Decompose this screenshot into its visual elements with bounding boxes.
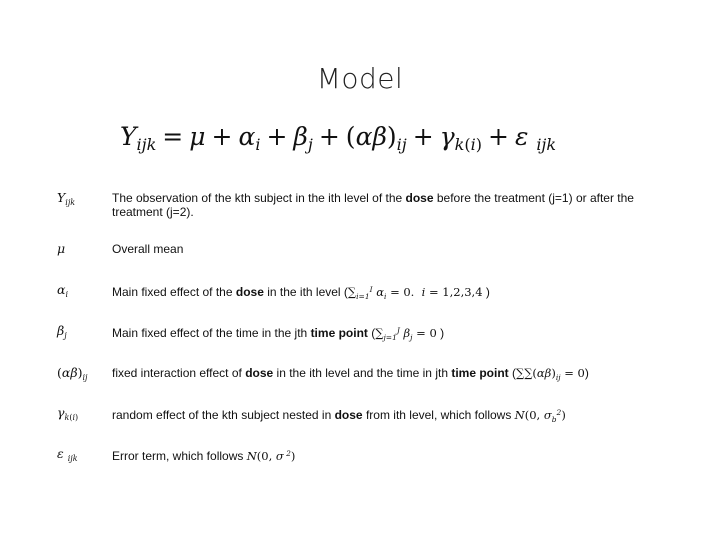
symbol-epsilon: ε $_{ijk}$ xyxy=(57,446,78,463)
definition-alpha xyxy=(112,283,672,304)
beta-constraint-formula: $\sum_{j=1}^J$ $\beta_j = 0$ xyxy=(375,326,437,342)
definition-beta-text-mid: ( xyxy=(367,326,376,340)
definition-alpha-text-end: ) xyxy=(482,285,490,299)
definition-y xyxy=(112,191,672,219)
definition-beta-text: Main fixed effect of the time in the jth xyxy=(112,326,311,340)
symbol-y: $Y_{ijk}$ xyxy=(57,190,76,207)
gamma-distribution-formula: N(0, $\sigma_b^2$) xyxy=(514,408,566,424)
alpha-constraint-formula: $\sum_{i=1}^I$ $\alpha_i = 0$. i = 1,2,3,4 xyxy=(347,285,483,301)
definition-ab-bold-1: dose xyxy=(245,366,274,380)
model-equation: $Y_{ijk} = \mu + \alpha_i + \beta_j + (\alpha\beta)_{ij} + \gamma_{k(i)} + \varepsilon$ $_{ijk}$ xyxy=(120,122,557,154)
definition-alpha-text-mid: in the ith level ( xyxy=(263,285,348,299)
definition-y-text: The observation of the kth subject in the ith level of the xyxy=(112,191,406,205)
definition-beta-bold: time point xyxy=(310,326,368,340)
symbol-gamma: $\gamma_{k(i)}$ xyxy=(57,405,79,422)
definition-gamma-text-mid: from ith level, which follows xyxy=(362,408,515,422)
definition-gamma xyxy=(112,406,672,427)
definition-mu: Overall mean xyxy=(112,242,184,256)
definition-ab-text-mid-2: ( xyxy=(508,366,516,380)
definition-gamma-text: random effect of the kth subject nested in xyxy=(112,408,335,422)
ab-constraint-formula: $\sum\sum(\alpha\beta)_{ij} = 0$ xyxy=(516,366,585,382)
definition-ab-bold-2: time point xyxy=(451,366,509,380)
definition-ab-text: fixed interaction effect of xyxy=(112,366,246,380)
definition-beta xyxy=(112,324,672,345)
definition-ab-text-mid: in the ith level and the time in jth xyxy=(273,366,452,380)
symbol-alphabeta: $(\alpha\beta)_{ij}$ xyxy=(57,365,88,382)
definition-y-bold: dose xyxy=(405,191,434,205)
symbol-mu: μ xyxy=(57,241,66,256)
definition-epsilon xyxy=(112,447,672,463)
definition-ab-text-end: ) xyxy=(584,366,589,380)
symbol-alpha: $\alpha_i$ xyxy=(57,282,69,299)
symbol-beta: $\beta_j$ xyxy=(57,323,67,340)
definition-beta-text-end: ) xyxy=(436,326,445,340)
slide-title: Model xyxy=(316,62,404,95)
epsilon-distribution-formula: N(0, σ $^2$) xyxy=(246,449,296,463)
definition-ab xyxy=(112,366,672,385)
definition-gamma-bold: dose xyxy=(334,408,363,422)
definition-alpha-bold: dose xyxy=(235,285,264,299)
definition-epsilon-text: Error term, which follows xyxy=(112,449,247,463)
definition-y-text-end: before the treatment (j=1) or after the treatment (j=2). xyxy=(112,191,634,219)
definition-alpha-text: Main fixed effect of the xyxy=(112,285,236,299)
